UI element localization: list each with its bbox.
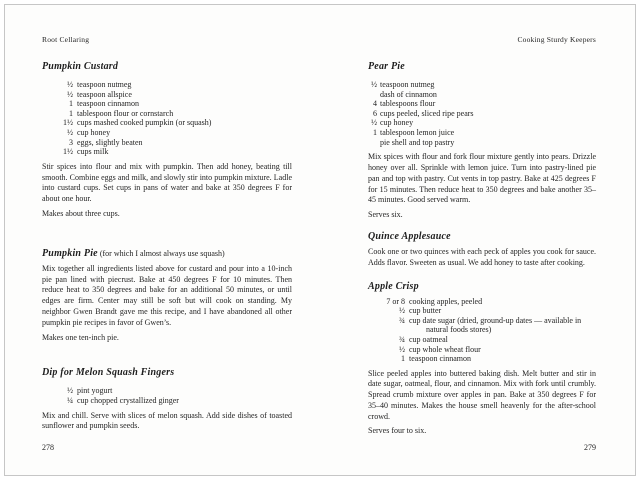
running-head-left: Root Cellaring — [42, 35, 90, 44]
ingredient-row — [368, 80, 596, 90]
ingredient-row — [368, 118, 596, 128]
recipe-yield: Serves four to six. — [368, 425, 427, 435]
ingredient-row — [368, 90, 596, 100]
ingredient-quantity: ½ — [399, 344, 405, 354]
recipe-apple-crisp — [368, 281, 596, 437]
ingredient-list — [42, 386, 292, 405]
ingredient-row — [42, 128, 292, 138]
ingredient-quantity: ¾ — [399, 334, 405, 344]
ingredient-quantity: 1½ — [63, 147, 73, 157]
recipe-title — [42, 61, 292, 72]
ingredient-item: tablespoons flour — [380, 99, 436, 109]
ingredient-quantity — [368, 138, 377, 148]
ingredient-item: cups peeled, sliced ripe pears — [380, 108, 474, 118]
ingredient-item: cup butter — [409, 306, 442, 316]
ingredient-quantity: ¼ — [67, 395, 73, 405]
ingredient-quantity: 1 — [373, 127, 377, 137]
ingredient-item: tablespoon lemon juice — [380, 127, 455, 137]
recipe-title — [42, 367, 292, 378]
ingredient-list — [368, 297, 596, 364]
ingredient-quantity: ½ — [67, 80, 73, 89]
ingredient-row — [368, 128, 596, 138]
ingredient-item: cup date sugar (dried, ground-up dates — available in natural foods stores) — [409, 315, 582, 335]
recipe-title-text: Pumpkin Custard — [42, 61, 119, 72]
ingredient-quantity: ½ — [67, 89, 73, 99]
ingredient-item: cup honey — [380, 118, 414, 128]
recipe-title — [368, 281, 596, 292]
ingredient-row — [368, 316, 596, 335]
ingredient-item: teaspoon allspice — [77, 89, 132, 99]
recipe-title — [42, 248, 292, 259]
ingredient-row — [368, 138, 596, 148]
ingredient-row — [42, 99, 292, 109]
recipe-pumpkin-pie — [42, 248, 292, 344]
ingredient-row — [368, 306, 596, 316]
ingredient-quantity: 7 or 8 — [386, 296, 405, 306]
ingredient-item: pint yogurt — [77, 386, 113, 396]
ingredient-row — [368, 99, 596, 109]
recipe-title — [368, 231, 596, 242]
recipe-title-text: Dip for Melon Squash Fingers — [42, 367, 175, 379]
recipe-yield: Makes one ten-inch pie. — [42, 332, 119, 342]
ingredient-row — [42, 386, 292, 396]
ingredient-item: teaspoon cinnamon — [409, 354, 471, 364]
ingredient-item: teaspoon nutmeg — [380, 80, 435, 89]
recipe-dip-for-melon-squash-fingers — [42, 367, 292, 432]
ingredient-quantity: ½ — [399, 306, 405, 316]
recipe-directions: Slice peeled apples into buttered baking dish. Melt butter and stir in date sugar, oatmeal, flour, and cinnamon. Mix with fork until crumbly. Spread crumb mixture over apples in pan. Bake at 350 degrees F for 35–40 minutes. Makes the house smell heavenly for the after-school crowd. — [368, 368, 596, 421]
page-left — [42, 35, 292, 475]
recipe-yield: Serves six. — [368, 210, 403, 220]
ingredient-item: cup oatmeal — [409, 334, 448, 344]
ingredient-row — [42, 109, 292, 119]
recipe-directions: Mix and chill. Serve with slices of melon squash. Add side dishes of toasted sunflower and pumpkin seeds. — [42, 410, 292, 431]
ingredient-list — [368, 80, 596, 147]
recipe-directions: Cook one or two quinces with each peck of apples you cook for sauce. Adds flavor. Sweeten as usual. We add honey to taste after cooking. — [368, 246, 596, 267]
recipe-pumpkin-custard — [42, 61, 292, 220]
recipe-directions: Mix together all ingredients listed above for custard and pour into a 10-inch pie pan lined with piecrust. Bake at 450 degrees F for 10 minutes. Then reduce heat to 350 degrees and bake for an additional 50 minutes, or until edges are firm. Center may still be soft but will cook on standing. My neighbor Gwen Brandt gave me this recipe, and I have abandoned all other pumpkin pie recipes in favor of Gwen’s. — [42, 263, 292, 327]
recipes-right — [368, 61, 596, 436]
recipe-directions: Mix spices with flour and fork flour mixture gently into pears. Drizzle honey over all. Sprinkle with lemon juice. Turn into pastry-lined pie pan and top with pastry. Cut vents in top pastry. Bake at 425 degrees F for 15 minutes. Then reduce heat to 350 degrees and bake another 35–45 minutes. Good served warm. — [368, 152, 596, 205]
ingredient-row — [42, 80, 292, 90]
ingredient-quantity — [368, 90, 377, 100]
ingredient-item: eggs, slightly beaten — [77, 137, 143, 147]
ingredient-item: cooking apples, peeled — [409, 296, 483, 306]
recipe-title — [368, 61, 596, 72]
ingredient-row — [42, 396, 292, 406]
ingredient-item: cup honey — [77, 127, 111, 137]
ingredient-item: tablespoon flour or cornstarch — [77, 108, 174, 118]
ingredient-item: cup chopped crystallized ginger — [77, 395, 179, 405]
ingredient-row — [368, 335, 596, 345]
ingredient-quantity: ¾ — [399, 315, 405, 325]
ingredient-quantity: 1 — [69, 108, 73, 118]
ingredient-quantity: 1½ — [63, 118, 73, 128]
ingredient-item: cup whole wheat flour — [409, 344, 481, 354]
ingredient-row — [42, 147, 292, 157]
page-number-right: 279 — [584, 443, 596, 452]
recipe-title-text: Pear Pie — [368, 61, 405, 72]
recipe-title-text: Pumpkin Pie — [42, 247, 98, 259]
page-number-left: 278 — [42, 443, 54, 452]
recipes-left — [42, 61, 292, 432]
recipe-pear-pie — [368, 61, 596, 221]
ingredient-quantity: 4 — [373, 99, 377, 109]
recipe-title-note: (for which I almost always use squash) — [97, 248, 225, 258]
ingredient-quantity: 6 — [373, 108, 377, 118]
ingredient-item: cups mashed cooked pumpkin (or squash) — [77, 118, 212, 128]
ingredient-list — [42, 80, 292, 157]
ingredient-quantity: ½ — [67, 386, 73, 396]
recipe-yield: Makes about three cups. — [42, 208, 120, 218]
ingredient-row — [42, 138, 292, 148]
ingredient-row — [42, 90, 292, 100]
ingredient-quantity: 1 — [401, 354, 405, 364]
recipe-title-text: Quince Applesauce — [368, 230, 451, 242]
ingredient-item: teaspoon nutmeg — [77, 80, 132, 89]
ingredient-quantity: ½ — [67, 127, 73, 137]
ingredient-row — [368, 354, 596, 364]
ingredient-quantity: ½ — [371, 118, 377, 128]
ingredient-item: cups milk — [77, 147, 109, 157]
ingredient-row — [368, 297, 596, 307]
ingredient-item: pie shell and top pastry — [380, 137, 455, 147]
page-right — [368, 35, 596, 475]
recipe-title-text: Apple Crisp — [368, 280, 419, 292]
ingredient-quantity: ½ — [371, 80, 377, 89]
recipe-quince-applesauce — [368, 231, 596, 269]
ingredient-row — [368, 345, 596, 355]
recipe-directions: Stir spices into flour and mix with pumpkin. Then add honey, beating till smooth. Combine eggs and milk, and slowly stir into pumpkin mixture. Ladle into custard cups. Set cups in pans of water and bake at 350 degrees F for about one hour. — [42, 161, 292, 204]
ingredient-item: teaspoon cinnamon — [77, 99, 139, 109]
running-head-right: Cooking Sturdy Keepers — [517, 35, 596, 44]
book-spread-sheet — [4, 4, 636, 476]
ingredient-row — [368, 109, 596, 119]
ingredient-row — [42, 118, 292, 128]
ingredient-quantity: 1 — [69, 99, 73, 109]
ingredient-quantity: 3 — [69, 137, 73, 147]
ingredient-item: dash of cinnamon — [380, 89, 437, 99]
